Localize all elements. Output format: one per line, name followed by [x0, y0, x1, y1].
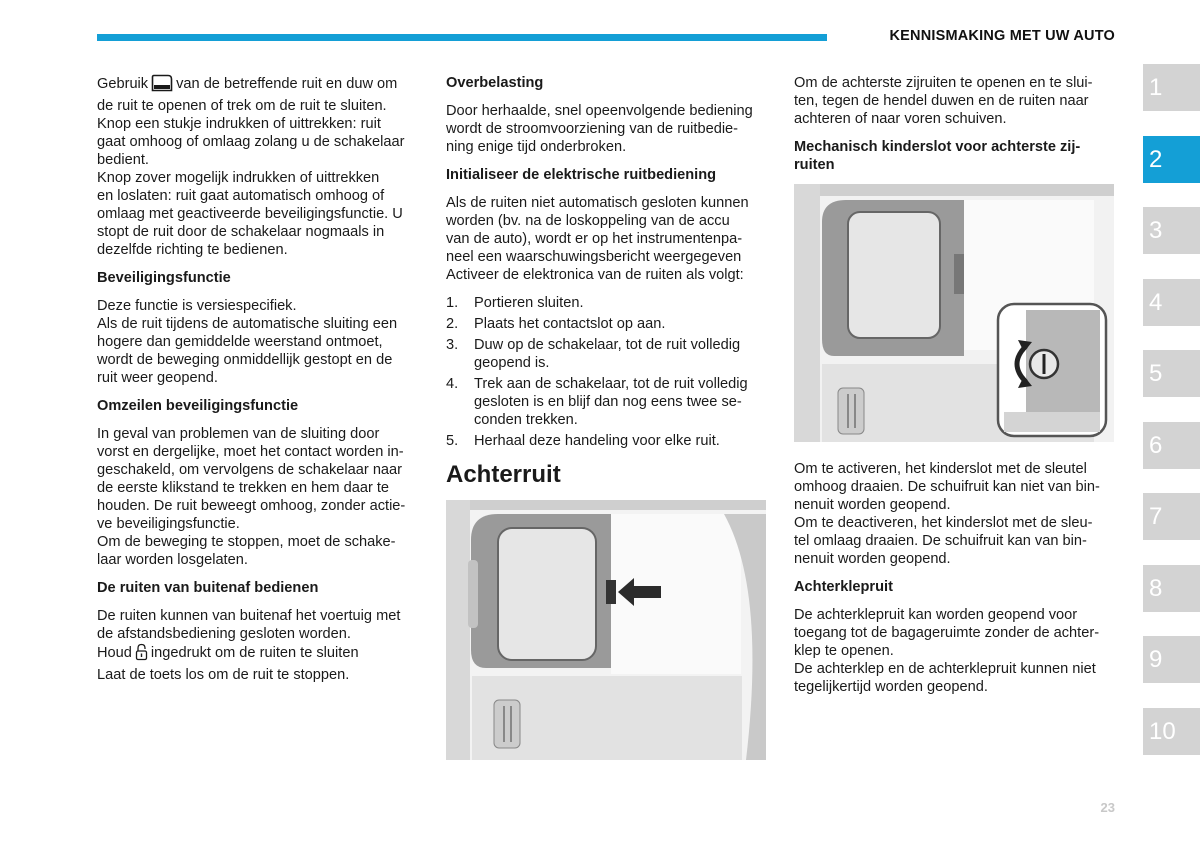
heading-overbelasting: Overbelasting: [446, 75, 544, 91]
intro-paragraph: [97, 74, 419, 259]
chapter-title: KENNISMAKING MET UW AUTO: [889, 28, 1115, 44]
heading-beveiligingsfunctie: Beveiligingsfunctie: [97, 270, 231, 286]
step-text-line: Plaats het contactslot op aan.: [474, 316, 666, 332]
step-text-line: gesloten is en blijf dan nog eens twee se-: [474, 394, 742, 410]
chapter-tab-1[interactable]: 1: [1143, 64, 1200, 111]
text-line: ruit weer geopend.: [97, 370, 218, 386]
step-number: 1.: [446, 295, 459, 311]
heading-buitenaf: De ruiten van buitenaf bedienen: [97, 580, 319, 596]
step-item: [446, 336, 768, 372]
page-number: 23: [1100, 800, 1115, 815]
step-text: [474, 375, 768, 429]
text-line: tel omlaag draaien. De schuifruit kan van bin-: [794, 533, 1087, 549]
houd-line: Houd ingedrukt om de ruiten te sluiten: [97, 643, 419, 666]
text-line: neel een waarschuwingsbericht weergegeven: [446, 249, 742, 265]
text-line: Knop zover mogelijk indrukken of uittrekken: [97, 170, 380, 186]
text-line: omlaag met geactiveerde beveiligingsfunctie. U: [97, 206, 403, 222]
chapter-tab-10[interactable]: 10: [1143, 708, 1200, 755]
text-line: achteren of naar voren schuiven.: [794, 111, 1007, 127]
step-text: [474, 336, 768, 372]
text-line: nenuit worden geopend.: [794, 551, 951, 567]
intro-first-line: Gebruik van de betreffende ruit en duw om: [97, 74, 419, 97]
text-line: nenuit worden geopend.: [794, 497, 951, 513]
text-line: Door herhaalde, snel opeenvolgende bediening: [446, 103, 753, 119]
steps-list: [446, 294, 768, 450]
text-line: de ruit te openen of trek om de ruit te sluiten.: [97, 98, 387, 114]
step-item: [446, 375, 768, 429]
heading-initialiseer: Initialiseer de elektrische ruitbediening: [446, 167, 717, 183]
text-line: De achterklep en de achterklepruit kunnen niet: [794, 661, 1096, 677]
chapter-tab-4[interactable]: 4: [1143, 279, 1200, 326]
header-accent-bar: [97, 34, 827, 41]
kinderslot-paragraph: [794, 460, 1116, 568]
text-line: en loslaten: ruit gaat automatisch omhoog of: [97, 188, 385, 204]
text-line: de eerste klikstand te trekken en hem daar te: [97, 480, 390, 496]
beveiliging-paragraph: [97, 297, 419, 387]
text-line: Als de ruit tijdens de automatische sluiting een: [97, 316, 398, 332]
text-line: De achterklepruit kan worden geopend voor: [794, 607, 1078, 623]
step-number: 2.: [446, 316, 459, 332]
padlock-icon: [135, 643, 148, 666]
text-line: hogere dan gemiddelde weerstand ontmoet,: [97, 334, 383, 350]
omzeilen-paragraph: [97, 425, 419, 569]
heading-line: ruiten: [794, 157, 835, 173]
step-item: [446, 294, 768, 312]
laat-line: Laat de toets los om de ruit te stoppen.: [97, 667, 350, 683]
text-line: Activeer de elektronica van de ruiten als volgt:: [446, 267, 744, 283]
text-line: stopt de ruit door de schakelaar nogmaals in: [97, 224, 385, 240]
column-1: [97, 74, 419, 694]
achterklepruit-paragraph: [794, 606, 1116, 696]
heading-achterklepruit: Achterklepruit: [794, 579, 893, 595]
column-2: [446, 74, 768, 778]
text-line: bedient.: [97, 152, 149, 168]
buitenaf-lines: [97, 607, 419, 643]
text-line: houden. De ruit beweegt omhoog, zonder actie-: [97, 498, 406, 514]
text-line: geschakeld, om vervolgens de schakelaar naar: [97, 462, 403, 478]
step-text: [474, 294, 768, 312]
step-number: 5.: [446, 433, 459, 449]
step-item: [446, 315, 768, 333]
text-line: ning enige tijd onderbroken.: [446, 139, 627, 155]
initialiseer-paragraph: [446, 194, 768, 284]
text-line: dezelfde richting te bedienen.: [97, 242, 288, 258]
heading-omzeilen: Omzeilen beveiligingsfunctie: [97, 398, 299, 414]
column-3: [794, 74, 1116, 706]
chapter-tab-9[interactable]: 9: [1143, 636, 1200, 683]
text-line: De ruiten kunnen van buitenaf het voertuig met: [97, 608, 401, 624]
text-line: Om de beweging te stoppen, moet de schake-: [97, 534, 396, 550]
step-text: [474, 315, 768, 333]
step-text-line: Duw op de schakelaar, tot de ruit volledig: [474, 337, 741, 353]
step-text-line: Trek aan de schakelaar, tot de ruit volledig: [474, 376, 748, 392]
text-line: Als de ruiten niet automatisch gesloten kunnen: [446, 195, 749, 211]
step-number: 3.: [446, 337, 459, 353]
chapter-tab-6[interactable]: 6: [1143, 422, 1200, 469]
text-line: omhoog draaien. De schuifruit kan niet van bin-: [794, 479, 1100, 495]
text-line: Deze functie is versiespecifiek.: [97, 298, 297, 314]
step-text-line: Herhaal deze handeling voor elke ruit.: [474, 433, 720, 449]
column3-intro-paragraph: [794, 74, 1116, 128]
text-line: van de auto), wordt er op het instrumentenpa-: [446, 231, 743, 247]
text-line: In geval van problemen van de sluiting door: [97, 426, 380, 442]
buitenaf-paragraph: [97, 607, 419, 684]
chapter-tab-2[interactable]: 2: [1143, 136, 1200, 183]
step-text-line: geopend is.: [474, 355, 550, 371]
chapter-tab-8[interactable]: 8: [1143, 565, 1200, 612]
text-line: Om de achterste zijruiten te openen en te slui-: [794, 75, 1093, 91]
text-line: worden (bv. na de loskoppeling van de accu: [446, 213, 730, 229]
chapter-tab-7[interactable]: 7: [1143, 493, 1200, 540]
text-line: gaat omhoog of omlaag zolang u de schakelaar: [97, 134, 405, 150]
text-line: ve beveiligingsfunctie.: [97, 516, 240, 532]
child-lock-illustration: [794, 184, 1114, 442]
overbelasting-paragraph: [446, 102, 768, 156]
chapter-tab-5[interactable]: 5: [1143, 350, 1200, 397]
heading-kinderslot: [794, 138, 1116, 174]
step-text-line: conden trekken.: [474, 412, 578, 428]
text-line: tegelijkertijd worden geopend.: [794, 679, 988, 695]
text-line: ten, tegen de hendel duwen en de ruiten naar: [794, 93, 1089, 109]
text-line: toegang tot de bagageruimte zonder de achter-: [794, 625, 1100, 641]
text-line: de afstandsbediening gesloten worden.: [97, 626, 351, 642]
chapter-tabs: [1143, 64, 1200, 779]
chapter-tab-3[interactable]: 3: [1143, 207, 1200, 254]
step-item: [446, 432, 768, 450]
text-line: wordt de stroomvoorziening van de ruitbedie-: [446, 121, 739, 137]
intro-lines: [97, 97, 419, 259]
step-text-line: Portieren sluiten.: [474, 295, 584, 311]
step-text: [474, 432, 768, 450]
sliding-window-illustration: [446, 500, 766, 760]
text-line: Knop een stukje indrukken of uittrekken: ruit: [97, 116, 381, 132]
text-line: klep te openen.: [794, 643, 894, 659]
heading-achterruit: Achterruit: [446, 461, 561, 488]
window-switch-icon: [151, 74, 173, 97]
heading-line: Mechanisch kinderslot voor achterste zij-: [794, 139, 1081, 155]
step-number: 4.: [446, 376, 459, 392]
text-line: laar worden losgelaten.: [97, 552, 248, 568]
text-line: Om te activeren, het kinderslot met de sleutel: [794, 461, 1087, 477]
text-line: wordt de beweging onmiddellijk gestopt en de: [97, 352, 393, 368]
text-line: vorst en dergelijke, moet het contact worden in-: [97, 444, 404, 460]
text-line: Om te deactiveren, het kinderslot met de sleu-: [794, 515, 1093, 531]
